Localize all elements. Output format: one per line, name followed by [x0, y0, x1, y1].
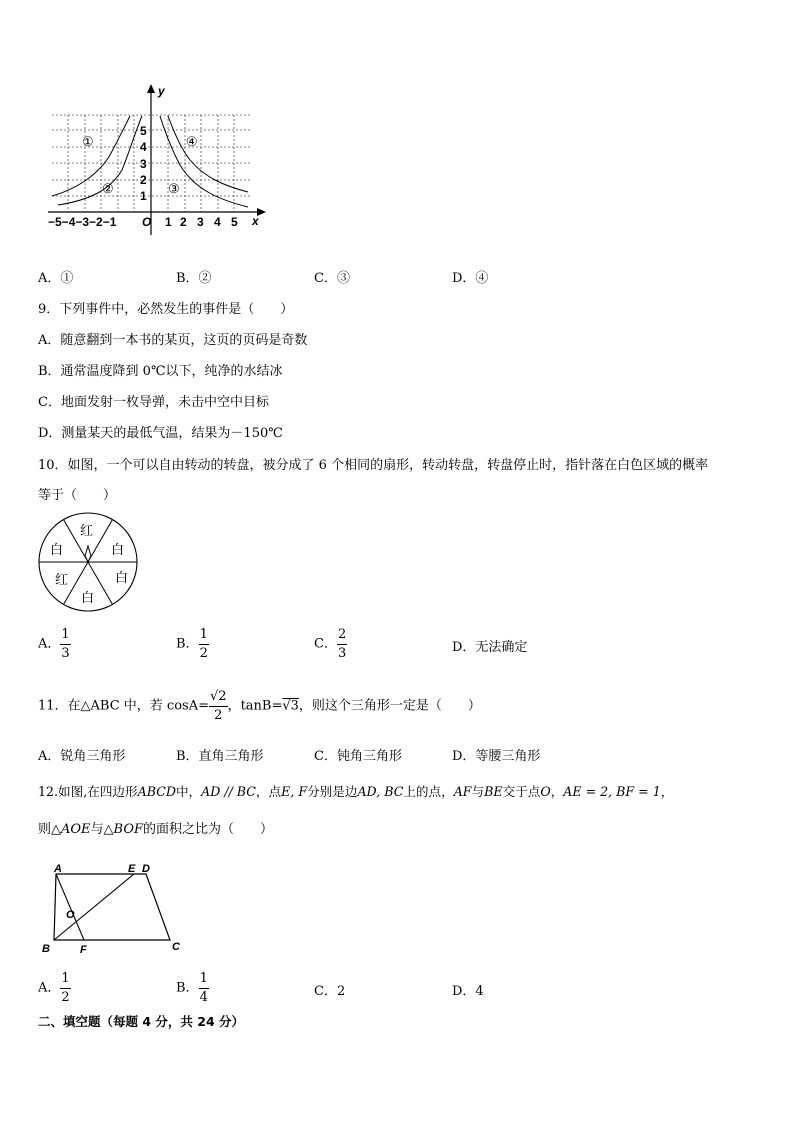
pointer-icon — [85, 546, 91, 562]
sector-label: 白 — [115, 570, 129, 585]
y-tick: 1 — [140, 189, 147, 203]
vertex-label: O — [66, 909, 75, 921]
region-label-4: ④ — [186, 134, 198, 149]
q10-option-d[interactable]: D．无法确定 — [452, 640, 528, 655]
option-letter: B． — [176, 636, 199, 652]
q8-option-a[interactable]: A．① — [38, 271, 74, 286]
x-tick: 4 — [214, 215, 221, 229]
vertex-label: D — [142, 863, 150, 875]
q9-stem: 9．下列事件中，必然发生的事件是（ ） — [38, 302, 294, 317]
y-tick: 4 — [140, 140, 147, 154]
vertex-label: E — [128, 863, 136, 875]
vertex-label: C — [172, 941, 180, 953]
q12-option-d[interactable]: D．4 — [452, 984, 484, 999]
sector-label: 白 — [81, 590, 95, 605]
vertex-label: A — [54, 863, 62, 875]
q10-option-a[interactable] — [38, 628, 71, 660]
curve-4 — [168, 116, 248, 192]
q8-option-c[interactable]: C．③ — [314, 271, 350, 286]
fraction: $\frac{1}{2}$ — [199, 627, 208, 661]
q9-option-a[interactable]: A．随意翻到一本书的某页，这页的页码是奇数 — [38, 333, 308, 348]
fraction: $\frac{2}{3}$ — [337, 627, 347, 661]
q9-option-b[interactable]: B．通常温度降到 0℃以下，纯净的水结冰 — [38, 364, 283, 379]
sector-label: 红 — [55, 572, 69, 587]
quadrilateral-figure — [36, 858, 186, 958]
q8-option-b[interactable]: B．② — [176, 271, 212, 286]
q10-stem-line1: 10．如图，一个可以自由转动的转盘，被分成了 6 个相同的扇形，转动转盘，转盘停止时，指针落在白色区域的概率 — [38, 458, 709, 473]
origin-label: O — [142, 215, 152, 229]
cos-fraction: $\frac{√2}{2}$ — [210, 689, 227, 723]
q10-option-b[interactable] — [176, 628, 209, 660]
q11-option-d[interactable]: D．等腰三角形 — [452, 749, 541, 764]
curve-2 — [58, 116, 142, 205]
q12-stem-line2: 则△AOE与△BOF的面积之比为（ ） — [38, 822, 274, 837]
fraction: $\frac{1}{4}$ — [199, 971, 208, 1005]
vertex-label: B — [42, 943, 50, 955]
q9-option-c[interactable]: C．地面发射一枚导弹，未击中空中目标 — [38, 395, 269, 410]
sector-label: 白 — [50, 542, 64, 557]
option-letter: A． — [38, 980, 61, 996]
q12-option-a[interactable] — [38, 972, 71, 1004]
q10-option-c[interactable] — [314, 628, 347, 660]
q8-option-d[interactable]: D．④ — [452, 271, 489, 286]
hyperbola-graph — [40, 80, 272, 240]
vertex-label: F — [80, 944, 87, 956]
q11-option-a[interactable]: A．锐角三角形 — [38, 749, 126, 764]
fraction: $\frac{1}{2}$ — [61, 971, 70, 1005]
sector-label: 红 — [80, 523, 94, 538]
fraction: $\frac{1}{3}$ — [61, 627, 70, 661]
region-label-3: ③ — [168, 181, 180, 196]
x-tick: 5 — [231, 215, 238, 229]
q11-option-b[interactable]: B．直角三角形 — [176, 749, 264, 764]
section-heading: 二、填空题（每题 4 分，共 24 分） — [38, 1014, 245, 1029]
q12-option-b[interactable] — [176, 972, 209, 1004]
q11-stem: 11．在△ABC 中，若 cosA= $\frac{√2}{2}$ ，tanB=√3，则这个三角形一定是（ ） — [38, 689, 481, 723]
x-tick: 3 — [197, 215, 204, 229]
region-label-2: ② — [102, 181, 114, 196]
x-tick-negatives: −5−4−3−2−1 — [48, 215, 117, 229]
q11-option-c[interactable]: C．钝角三角形 — [314, 749, 402, 764]
option-letter: A． — [38, 636, 61, 652]
y-axis-label: y — [158, 84, 165, 98]
q12-option-c[interactable]: C．2 — [314, 984, 346, 999]
option-letter: C． — [314, 636, 337, 652]
x-tick: 2 — [180, 215, 187, 229]
y-tick: 3 — [140, 157, 147, 171]
sector-label: 白 — [111, 542, 125, 557]
q9-option-d[interactable]: D．测量某天的最低气温，结果为－150℃ — [38, 426, 283, 441]
x-axis-label: x — [252, 214, 259, 228]
q10-stem-line2: 等于（ ） — [38, 488, 117, 503]
y-tick: 2 — [140, 173, 147, 187]
region-label-1: ① — [82, 134, 94, 149]
option-letter: B． — [176, 980, 199, 996]
x-tick: 1 — [165, 215, 172, 229]
y-tick: 5 — [140, 124, 147, 138]
q12-stem-line1: 12.如图,在四边形ABCD中，AD // BC，点E, F分别是边AD, BC上的点，AF与BE交于点O，AE = 2, BF = 1， — [38, 784, 674, 799]
spinner-figure — [36, 512, 140, 612]
